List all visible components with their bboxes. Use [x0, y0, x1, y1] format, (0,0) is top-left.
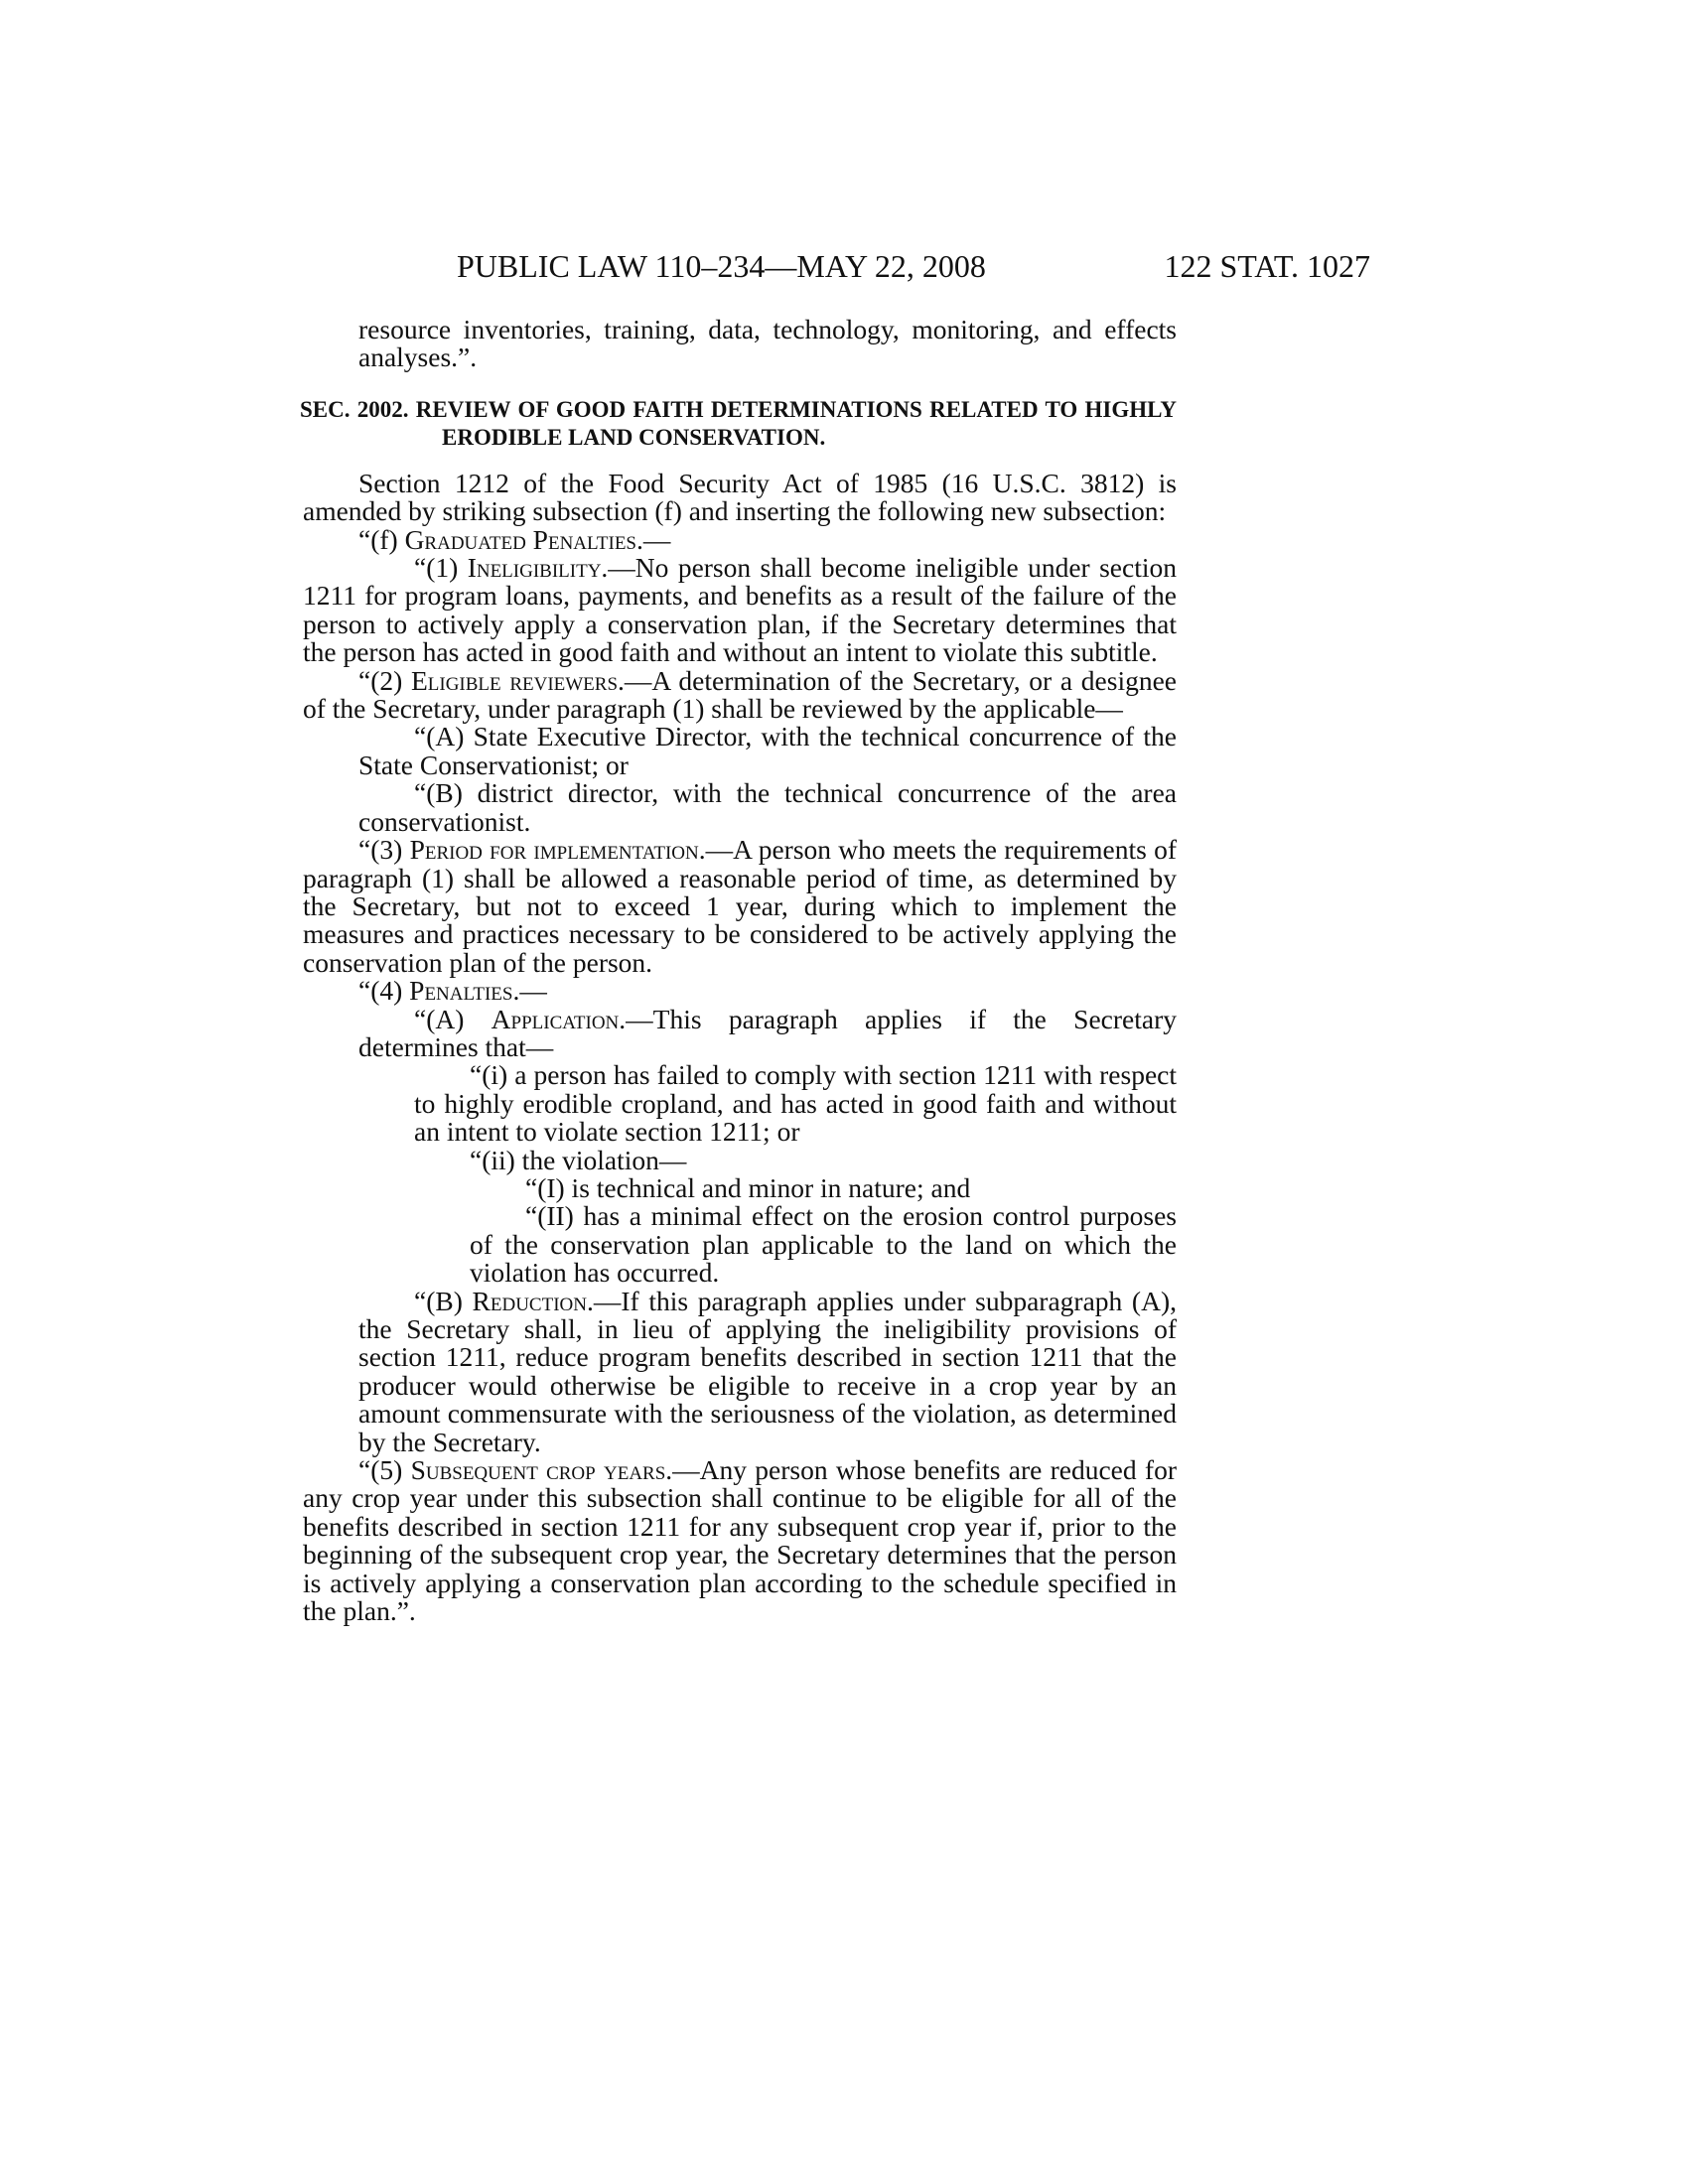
paragraph-1-text: .—No person shall become ineligible under section 1211 for program loans, payments, and benefits as a result of the failure of the person to actively apply a conservation plan, if the Secretary determines that the person has acted in good faith and without an intent to violate this subtitle.: [303, 552, 1177, 668]
subsection-f-title: Graduated Penalties: [404, 523, 636, 555]
clause-i-text: “(i) a person has failed to comply with section 1211 with respect to highly erodible cropland, and has acted in good faith and without an intent to violate section 1211; or: [414, 1059, 1177, 1148]
paragraph-5-title: Subsequent crop years: [410, 1454, 666, 1486]
clause-ii: [303, 1144, 1177, 1175]
paragraph-2-title: Eligible reviewers: [410, 664, 619, 696]
statute-page-number: 122 STAT. 1027: [1164, 248, 1370, 284]
intro-continuation: resource inventories, training, data, technology, monitoring, and effects analyses.”.: [358, 314, 1177, 373]
paragraph-4-b-open: “(B): [414, 1285, 473, 1316]
paragraph-5-open: “(5): [358, 1454, 411, 1486]
paragraph-4: [303, 977, 1177, 1005]
subclause-II: [303, 1202, 1177, 1287]
section-heading: SEC. 2002. REVIEW OF GOOD FAITH DETERMINATIONS RELATED TO HIGHLY ERODIBLE LAND CONSERVATION.: [300, 396, 1177, 450]
paragraph-3-open: “(3): [358, 834, 410, 866]
subsection-f-heading: [303, 523, 1177, 555]
paragraph-4-title: Penalties: [409, 975, 513, 1007]
paragraph-3: [303, 836, 1177, 977]
paragraph-5: [303, 1456, 1177, 1625]
paragraph-5-text: .—Any person whose benefits are reduced for any crop year under this subsection shall continue to be eligible for all of the benefits described in section 1211 for any subsequent crop year if, prior to the beginning of the subsequent crop year, the Secretary determines that the person is actively applying a conservation plan according to the schedule specified in the plan.”.: [303, 1454, 1177, 1627]
paragraph-2-a: [303, 723, 1177, 779]
paragraph-4-b-title: Reduction: [472, 1285, 587, 1316]
subclause-I-text: “(I) is technical and minor in nature; and: [525, 1171, 971, 1203]
subclause-II-text: “(II) has a minimal effect on the erosion control purposes of the conservation plan applicable to the land on which the violation has occurred.: [470, 1200, 1177, 1289]
running-title: PUBLIC LAW 110–234—MAY 22, 2008: [457, 248, 986, 284]
paragraph-1-open: “(1): [414, 552, 468, 584]
paragraph-2-text: .—A determination of the Secretary, or a designee of the Secretary, under paragraph (1) shall be reviewed by the applicable—: [303, 664, 1177, 725]
paragraph-4-b-text: .—If this paragraph applies under subparagraph (A), the Secretary shall, in lieu of applying the ineligibility provisions of section 1211, reduce program benefits described in section 1211 that the producer would otherwise be eligible to receive in a crop year by an amount commensurate with the seriousness of the violation, as determined by the Secretary.: [358, 1285, 1177, 1457]
paragraph-4-b: [303, 1285, 1177, 1457]
paragraph-4-a-open: “(A): [414, 1003, 492, 1034]
amendment-paragraph: Section 1212 of the Food Security Act of 1985 (16 U.S.C. 3812) is amended by striking subsection (f) and inserting the following new subsection:: [303, 467, 1177, 527]
subsection-f-dash: .—: [636, 523, 671, 555]
subclause-I: [303, 1171, 1177, 1203]
paragraph-1: [303, 554, 1177, 667]
paragraph-1-title: Ineligibility: [467, 552, 602, 584]
paragraph-2-a-text: “(A) State Executive Director, with the technical concurrence of the State Conservationist; or: [358, 721, 1177, 780]
paragraph-3-title: Period for implementation: [409, 834, 699, 866]
paragraph-4-a-title: Application: [491, 1003, 620, 1034]
subsection-f-open: “(f): [358, 523, 405, 555]
paragraph-3-text: .—A person who meets the requirements of paragraph (1) shall be allowed a reasonable period of time, as determined by the Secretary, but not to exceed 1 year, during which to implement the measures and practices necessary to be considered to be actively applying the conservation plan of the person.: [303, 834, 1177, 978]
paragraph-2-b-text: “(B) district director, with the technical concurrence of the area conservationist.: [358, 777, 1177, 837]
document-body: [300, 314, 1177, 1627]
paragraph-2: [303, 664, 1177, 725]
paragraph-4-a: [303, 1003, 1177, 1062]
page-header: [303, 246, 1370, 286]
paragraph-4-dash: .—: [512, 975, 547, 1007]
clause-ii-text: “(ii) the violation—: [470, 1144, 687, 1175]
paragraph-4-open: “(4): [358, 975, 410, 1007]
clause-i: [303, 1061, 1177, 1146]
paragraph-4-a-text: .—This paragraph applies if the Secretary determines that—: [358, 1003, 1177, 1062]
paragraph-2-open: “(2): [358, 664, 411, 696]
paragraph-2-b: [303, 779, 1177, 836]
